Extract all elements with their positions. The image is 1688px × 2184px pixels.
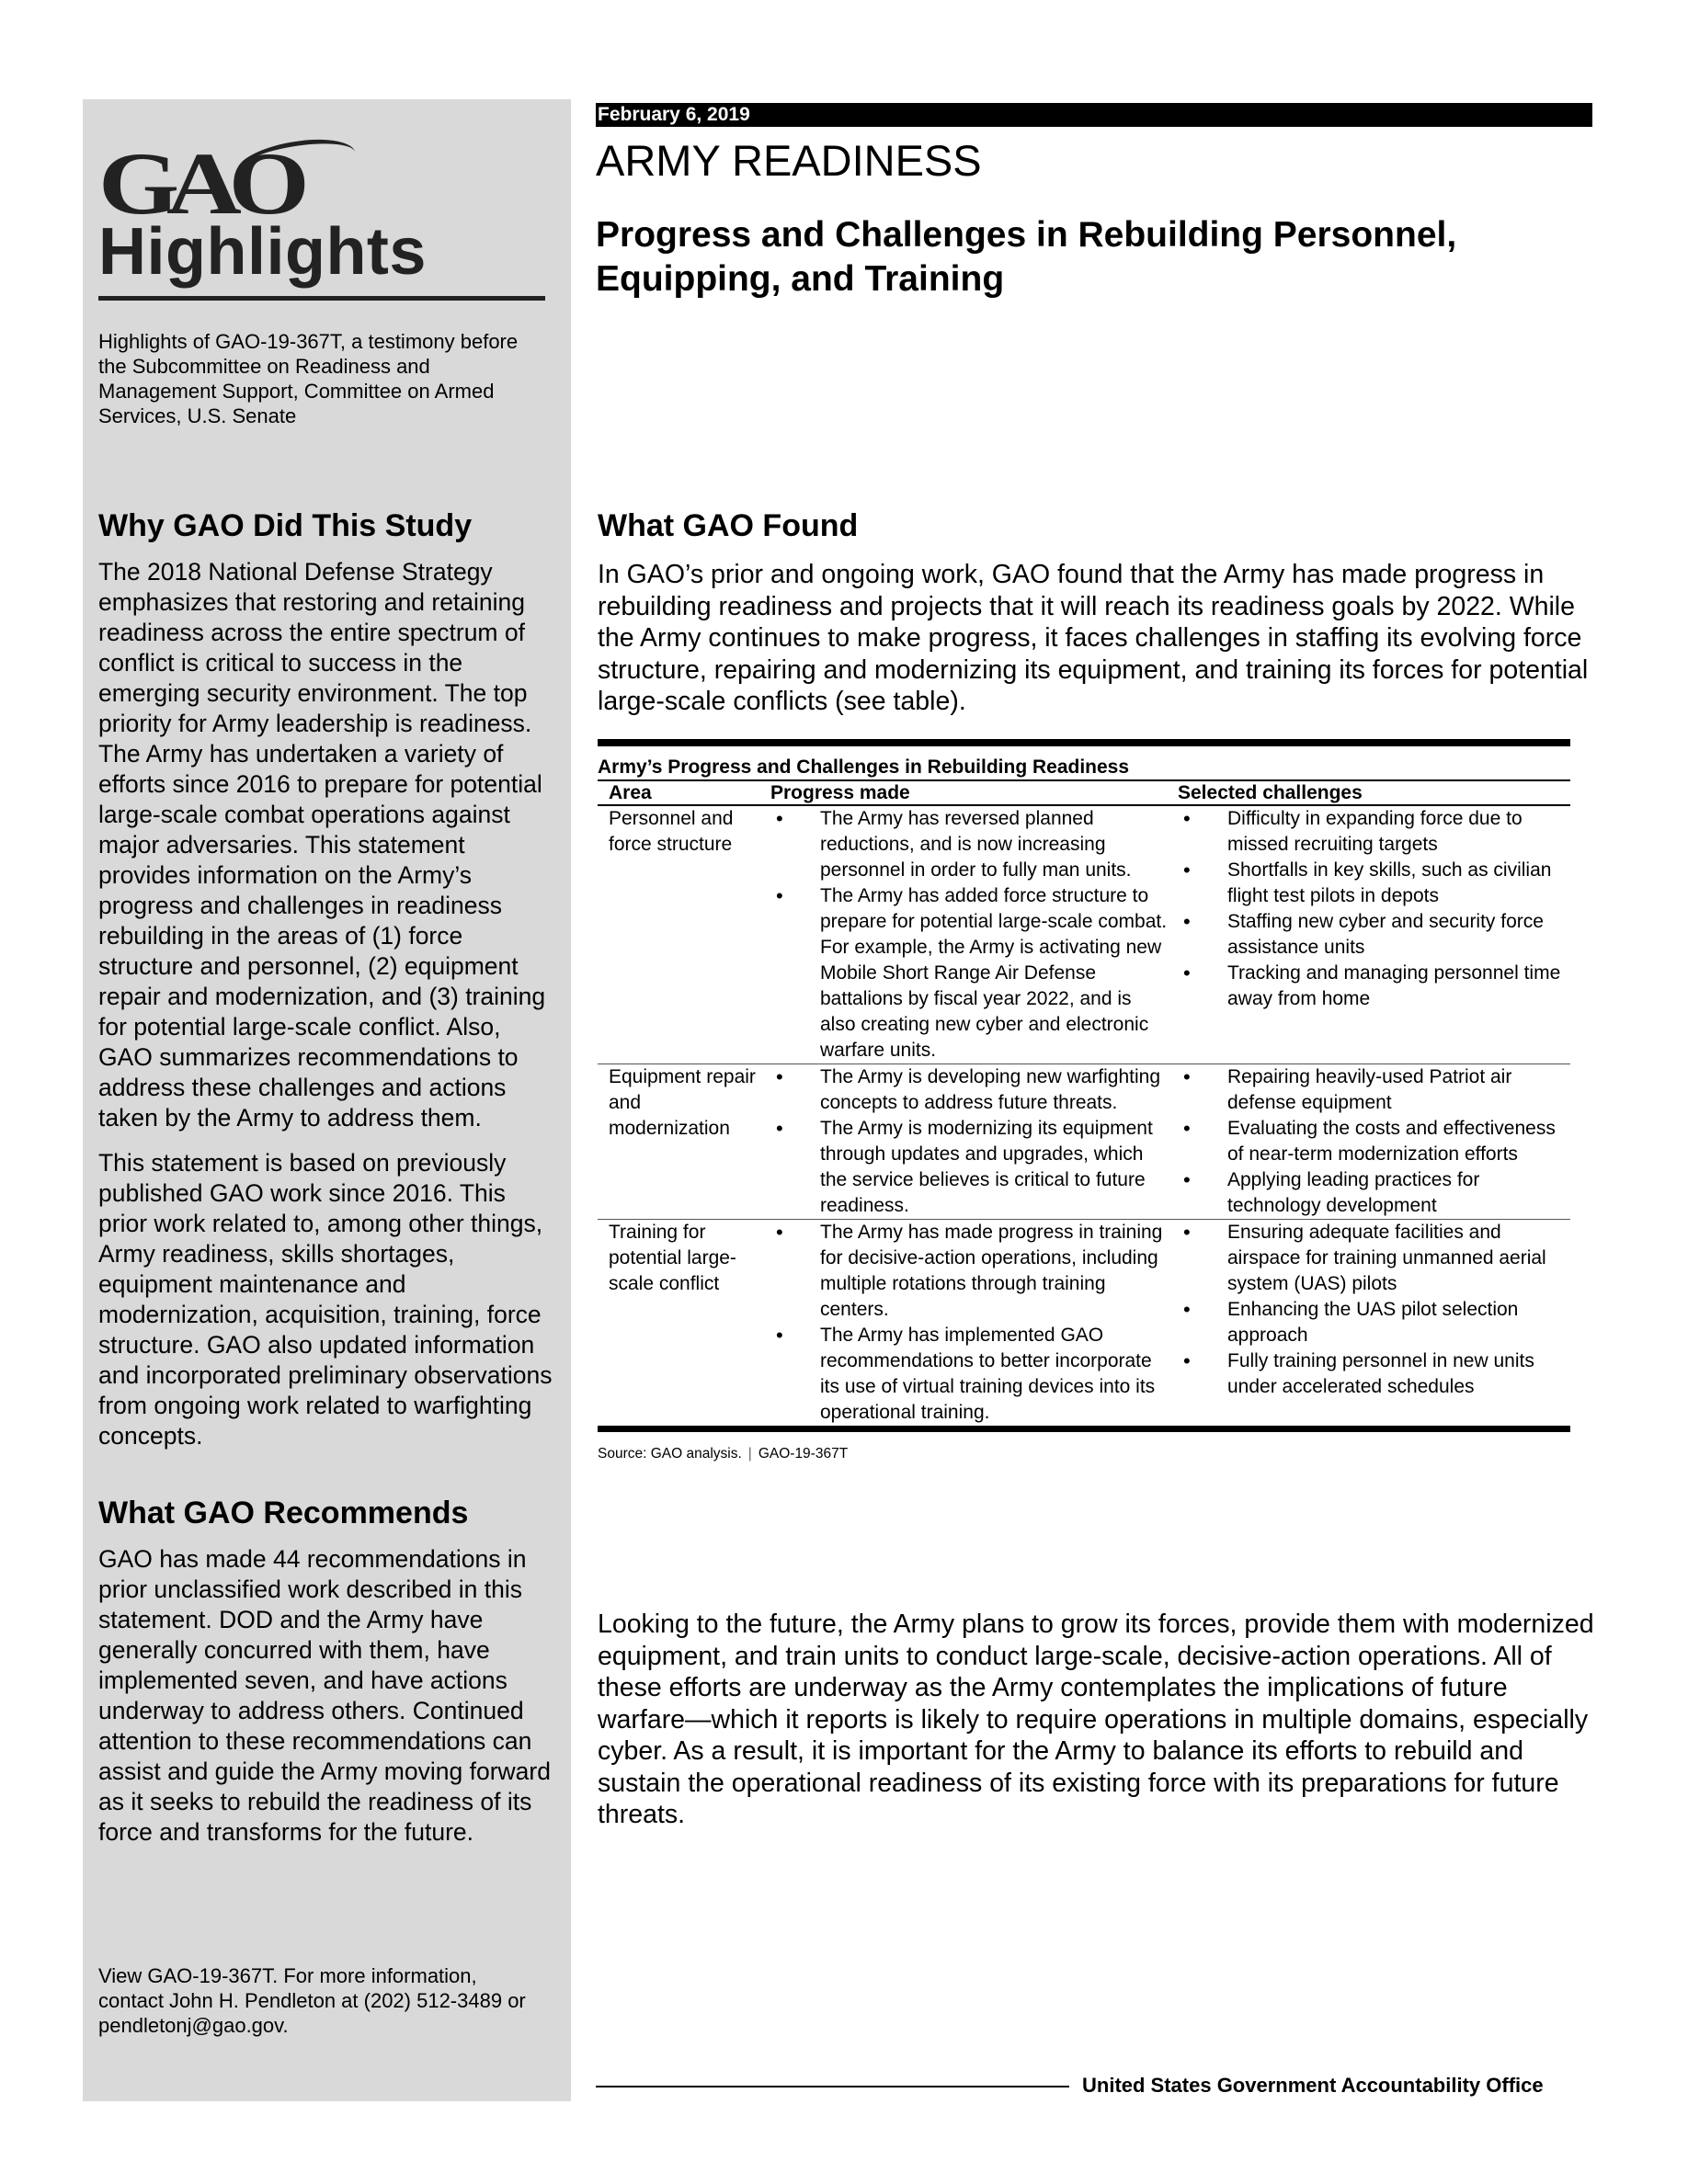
logo-underline bbox=[98, 296, 545, 301]
intro-text: Highlights of GAO-19-367T, a testimony before the Subcommittee on Readiness and Management Support, Committee on Armed Services, U.S. Senate bbox=[98, 330, 519, 427]
challenge-item: • Evaluating the costs and effectiveness of near-term modernization efforts bbox=[1170, 1116, 1570, 1167]
why-study-paragraph-2: This statement is based on previously published GAO work since 2016. This prior work related to, among other things, Army readiness, skills shortages, equipment maintenance and modernization, acquisition, training, force structure. GAO also updated information and incorporated preliminary observations from ongoing work related to warfighting concepts. bbox=[98, 1149, 553, 1450]
challenge-item: • Repairing heavily-used Patriot air defense equipment bbox=[1170, 1064, 1570, 1116]
why-study-paragraph-1: The 2018 National Defense Strategy emphasizes that restoring and retaining readiness across the entire spectrum of conflict is critical to success in the emerging security environment. The top priority for Army leadership is readiness. The Army has undertaken a variety of efforts since 2016 to prepare for potential large-scale combat operations against major adversaries. This statement provides information on the Army’s progress and challenges in readiness rebuilding in the areas of (1) force structure and personnel, (2) equipment repair and modernization, and (3) training for potential large-scale conflict. Also, GAO summarizes recommendations to address these challenges and actions taken by the Army to address them. bbox=[98, 558, 546, 1132]
why-study-section bbox=[98, 507, 558, 1451]
challenge-item: • Ensuring adequate facilities and airspace for training unmanned aerial system (UAS) pilots bbox=[1170, 1220, 1570, 1297]
report-subtitle: Progress and Challenges in Rebuilding Personnel, Equipping, and Training bbox=[596, 215, 1457, 299]
contact-info bbox=[98, 1963, 540, 2038]
challenge-item: • Enhancing the UAS pilot selection approach bbox=[1170, 1297, 1570, 1348]
header-area: Area bbox=[609, 782, 652, 803]
row-area: Equipment repair and modernization bbox=[609, 1066, 756, 1139]
what-found-section bbox=[598, 507, 1600, 718]
gao-highlights-logo bbox=[98, 134, 549, 303]
what-found-heading: What GAO Found bbox=[598, 508, 859, 543]
row-challenges bbox=[1170, 806, 1570, 1064]
table-header-row bbox=[598, 779, 1570, 806]
row-area: Training for potential large-scale conflict bbox=[609, 1222, 736, 1294]
date-bar: February 6, 2019 bbox=[596, 103, 1592, 127]
row-challenges bbox=[1170, 1064, 1570, 1219]
source-id: GAO-19-367T bbox=[758, 1446, 849, 1462]
why-study-heading: Why GAO Did This Study bbox=[98, 508, 473, 543]
table-title: Army’s Progress and Challenges in Rebuilding Readiness bbox=[598, 756, 1130, 778]
challenge-item: • Difficulty in expanding force due to missed recruiting targets bbox=[1170, 806, 1570, 858]
logo-highlights-word: Highlights bbox=[98, 215, 427, 289]
recommends-heading: What GAO Recommends bbox=[98, 1496, 469, 1530]
recommends-paragraph: GAO has made 44 recommendations in prior unclassified work described in this statement. DOD and the Army have generally concurred with them, have implemented seven, and have actions underway to address others. Continued attention to these recommendations can assist and guide the Army moving forward as it seeks to rebuild the readiness of its force and transforms for the future. bbox=[98, 1545, 551, 1846]
what-found-paragraph: In GAO’s prior and ongoing work, GAO found that the Army has made progress in rebuilding readiness and projects that it will reach its readiness goals by 2022. While the Army continues to make progress, it faces challenges in staffing its evolving force structure, repairing and modernizing its equipment, and training its forces for potential large-scale conflicts (see table). bbox=[598, 560, 1589, 716]
table-top-rule bbox=[598, 739, 1570, 746]
header-challenges: Selected challenges bbox=[1178, 782, 1363, 803]
progress-item: • The Army is modernizing its equipment through updates and upgrades, which the service believes is critical to future readiness. bbox=[763, 1116, 1170, 1219]
report-title: ARMY READINESS bbox=[596, 136, 982, 185]
gao-logo-mark: GAO bbox=[98, 134, 297, 233]
table-source bbox=[598, 1445, 1570, 1463]
challenge-item: • Applying leading practices for technology development bbox=[1170, 1167, 1570, 1219]
source-separator: | bbox=[747, 1446, 752, 1462]
footer-rule bbox=[596, 2086, 1069, 2087]
progress-item: • The Army has reversed planned reductions, and is now increasing personnel in order to fully man units. bbox=[763, 806, 1170, 883]
source-text: Source: GAO analysis. bbox=[598, 1446, 742, 1462]
table-row bbox=[598, 1064, 1570, 1219]
challenge-item: • Shortfalls in key skills, such as civilian flight test pilots in depots bbox=[1170, 858, 1570, 909]
progress-item: • The Army has implemented GAO recommendations to better incorporate its use of virtual training devices into its operational training. bbox=[763, 1323, 1170, 1426]
progress-item: • The Army has added force structure to prepare for potential large-scale combat. For example, the Army is activating new Mobile Short Range Air Defense battalions by fiscal year 2022, and is also creating new cyber and electronic warfare units. bbox=[763, 883, 1170, 1064]
contact-text: View GAO-19-367T. For more information, contact John H. Pendleton at (202) 512-3489 or pendletonj@gao.gov. bbox=[98, 1964, 526, 2037]
progress-item: • The Army has made progress in training for decisive-action operations, including multiple rotations through training centers. bbox=[763, 1220, 1170, 1323]
row-progress bbox=[763, 1220, 1170, 1426]
row-challenges bbox=[1170, 1220, 1570, 1426]
future-paragraph: Looking to the future, the Army plans to grow its forces, provide them with modernized equipment, and train units to conduct large-scale, decisive-action operations. All of these efforts are underway as the Army contemplates the implications of future warfare—which it reports is likely to require operations in multiple domains, especially cyber. As a result, it is important for the Army to balance its efforts to rebuild and sustain the operational readiness of its existing force with its preparations for future threats. bbox=[598, 1610, 1594, 1829]
challenge-item: • Tracking and managing personnel time away from home bbox=[1170, 961, 1570, 1012]
challenge-item: • Staffing new cyber and security force assistance units bbox=[1170, 909, 1570, 961]
row-progress bbox=[763, 1064, 1170, 1219]
progress-item: • The Army is developing new warfighting concepts to address future threats. bbox=[763, 1064, 1170, 1116]
sidebar-intro bbox=[98, 329, 549, 428]
row-progress bbox=[763, 806, 1170, 1064]
header-progress: Progress made bbox=[770, 782, 910, 803]
future-section bbox=[598, 1609, 1600, 1831]
table-row bbox=[598, 806, 1570, 1064]
table-row bbox=[598, 1219, 1570, 1426]
row-area: Personnel and force structure bbox=[609, 808, 734, 855]
recommends-section bbox=[98, 1495, 563, 1848]
challenge-item: • Fully training personnel in new units under accelerated schedules bbox=[1170, 1348, 1570, 1400]
table-bottom-rule bbox=[598, 1426, 1570, 1432]
footer-organization: United States Government Accountability Office bbox=[1082, 2074, 1544, 2097]
readiness-table bbox=[598, 739, 1570, 1463]
